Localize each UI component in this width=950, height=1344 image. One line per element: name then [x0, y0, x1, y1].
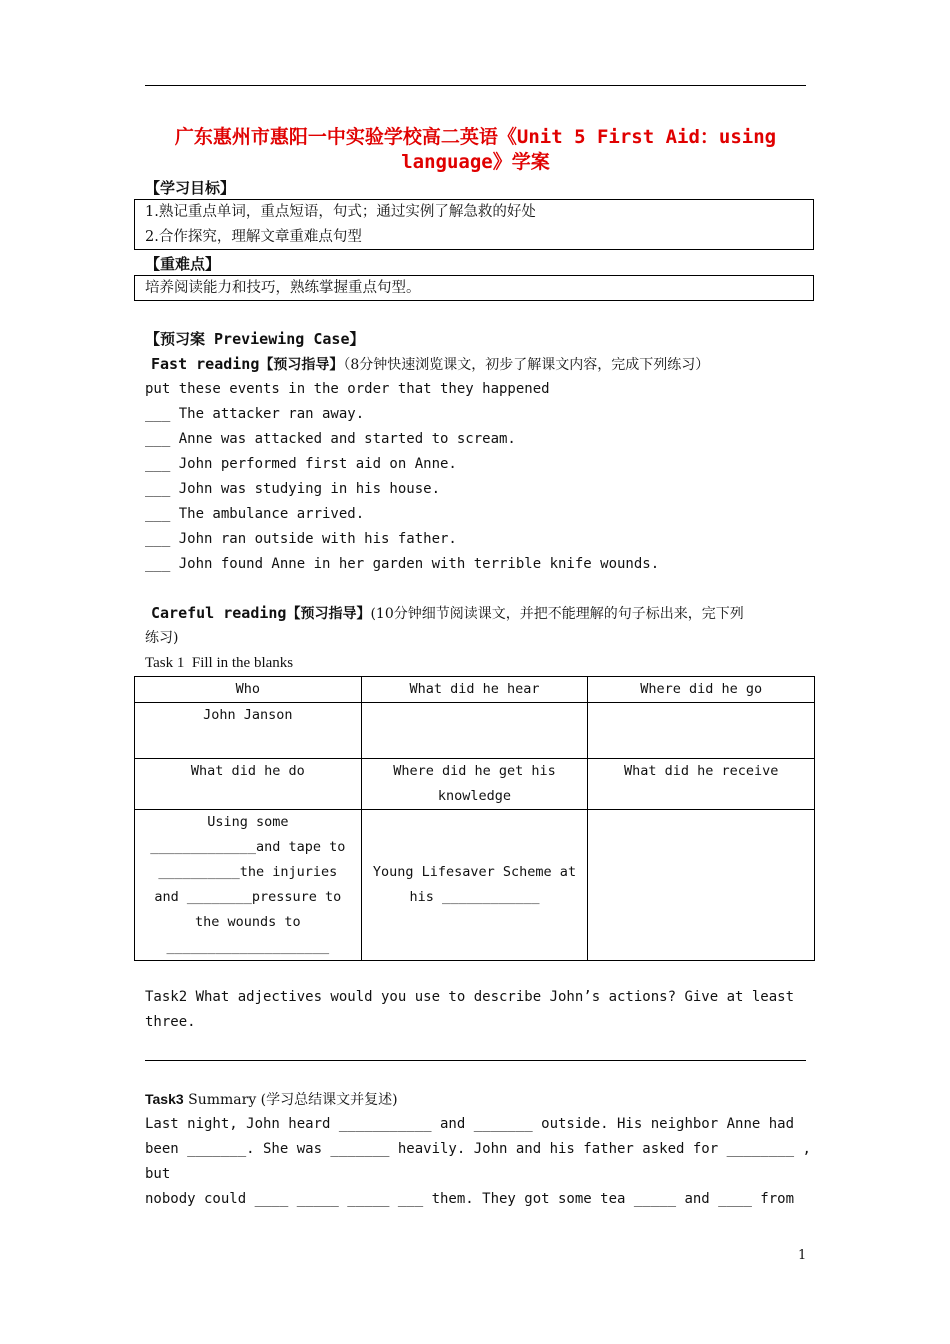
preview-heading	[145, 327, 365, 352]
what-do-line: __________the injuries	[158, 864, 338, 880]
key-points-heading: 【重难点】	[145, 255, 221, 273]
knowledge-line: Young Lifesaver Scheme at	[372, 864, 577, 880]
event-item: ___ John ran outside with his father.	[145, 531, 457, 547]
cell-who: John Janson	[135, 703, 362, 759]
task3-heading-rest: Summary (学习总结课文并复述)	[183, 1092, 398, 1108]
table-row	[135, 703, 815, 759]
header-where-go: Where did he go	[588, 677, 815, 703]
objectives-heading: 【学习目标】	[145, 179, 236, 197]
summary-line: nobody could ____ _____ _____ ___ them. They got some tea _____ and ____ from	[145, 1191, 795, 1207]
title-line-1: 广东惠州市惠阳一中实验学校高二英语《Unit 5 First Aid：using	[174, 126, 777, 148]
table-row	[135, 810, 815, 961]
fast-reading-note: （8分钟快速浏览课文，初步了解课文内容，完成下列练习）	[343, 357, 710, 373]
page-number: 1	[798, 1248, 807, 1263]
fast-reading-label: Fast reading	[151, 355, 260, 373]
summary-line: but	[145, 1166, 171, 1182]
fast-reading-line	[151, 352, 709, 378]
header-who: Who	[135, 677, 362, 703]
fast-reading-guide: 【预习指导】	[259, 357, 344, 373]
careful-reading-label: Careful reading	[151, 604, 287, 622]
objective-item: 1.熟记重点单词，重点短语，句式；通过实例了解急救的好处	[145, 204, 536, 220]
task1-heading: Task 1 Fill in the blanks	[145, 655, 294, 671]
cell-what-do[interactable]	[135, 810, 362, 961]
preview-heading-text: 【预习案 Previewing Case】	[145, 330, 365, 348]
event-item: ___ John performed first aid on Anne.	[145, 456, 457, 472]
order-instruction: put these events in the order that they happened	[145, 381, 550, 397]
event-item: ___ The ambulance arrived.	[145, 506, 365, 522]
task3-label: Task3	[145, 1091, 184, 1107]
cell-what-receive[interactable]	[588, 810, 815, 961]
careful-reading-note-cont: 练习)	[145, 630, 179, 646]
task3-heading	[145, 1087, 398, 1113]
cell-where-go[interactable]	[588, 703, 815, 759]
header-where-knowledge: Where did he get his knowledge	[361, 759, 588, 810]
event-item: ___ John was studying in his house.	[145, 481, 441, 497]
cell-what-hear[interactable]	[361, 703, 588, 759]
objectives-box	[134, 199, 814, 250]
table-row	[135, 677, 815, 703]
key-points-text: 培养阅读能力和技巧，熟练掌握重点句型。	[145, 280, 421, 296]
summary-line: been _______. She was _______ heavily. John and his father asked for ________ ,	[145, 1141, 811, 1157]
title-line-2: language》学案	[401, 151, 550, 173]
task1-table	[134, 676, 815, 961]
what-do-line: and ________pressure to	[154, 889, 342, 905]
what-do-line: the wounds to	[194, 914, 301, 930]
event-item: ___ Anne was attacked and started to scream.	[145, 431, 516, 447]
objective-item: 2.合作探究，理解文章重难点句型	[145, 229, 362, 245]
event-item: ___ John found Anne in her garden with terrible knife wounds.	[145, 556, 660, 572]
table-row	[135, 759, 815, 810]
careful-reading-guide: 【预习指导】	[286, 606, 371, 622]
page-title	[145, 125, 806, 175]
task2-line-1: Task2 What adjectives would you use to describe John’s actions? Give at least	[145, 989, 795, 1005]
header-what-hear: What did he hear	[361, 677, 588, 703]
what-do-line: _____________and tape to	[150, 839, 346, 855]
careful-reading-note: (10分钟细节阅读课文，并把不能理解的句子标出来，完下列	[370, 606, 744, 622]
key-points-box	[134, 275, 814, 301]
what-do-line: ____________________	[166, 939, 330, 955]
careful-reading-line	[151, 601, 744, 627]
top-rule	[145, 85, 806, 86]
summary-line: Last night, John heard ___________ and _______ outside. His neighbor Anne had	[145, 1116, 795, 1132]
cell-where-knowledge[interactable]	[361, 810, 588, 961]
header-what-do: What did he do	[135, 759, 362, 810]
knowledge-line: his ____________	[409, 889, 540, 905]
task2-line-2: three.	[145, 1014, 196, 1030]
what-do-line: Using some	[207, 814, 289, 830]
header-what-receive: What did he receive	[588, 759, 815, 810]
answer-rule[interactable]	[145, 1060, 806, 1061]
event-item: ___ The attacker ran away.	[145, 406, 365, 422]
